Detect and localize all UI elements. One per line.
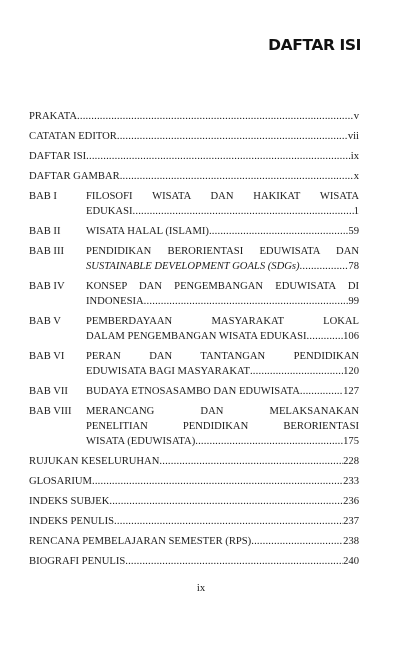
entry-label: DAFTAR ISI	[29, 151, 87, 162]
toc-entry-rps	[29, 535, 359, 548]
entry-page: 228	[343, 456, 359, 467]
chapter-title-line: PERAN DAN TANTANGAN PENDIDIKAN	[86, 351, 359, 362]
chapter-number: BAB VI	[29, 351, 65, 362]
entry-label: PRAKATA	[29, 111, 78, 122]
entry-page: 233	[343, 476, 359, 487]
dot-leader	[120, 170, 354, 183]
entry-page: 99	[348, 296, 359, 307]
dot-leader	[250, 365, 343, 378]
toc-entry-bab-1	[29, 190, 359, 218]
toc-entry-bab-2	[29, 225, 359, 238]
toc-entry-bab-8	[29, 405, 359, 448]
entry-label: INDEKS SUBJEK	[29, 496, 110, 507]
entry-label: RENCANA PEMBELAJARAN SEMESTER (RPS)	[29, 536, 252, 547]
entry-page: 238	[343, 536, 359, 547]
entry-label: CATATAN EDITOR	[29, 131, 117, 142]
toc-entry-bab-6	[29, 350, 359, 378]
toc-entry-daftar-isi	[29, 150, 359, 163]
entry-page: 1	[353, 206, 359, 217]
entry-label: DAFTAR GAMBAR	[29, 171, 120, 182]
toc-entry-bab-3	[29, 245, 359, 273]
dot-leader	[251, 535, 343, 548]
toc-entry-glosarium	[29, 475, 359, 488]
toc-entry-indeks-subjek	[29, 495, 359, 508]
toc-entry-catatan-editor	[29, 130, 359, 143]
entry-label: INDEKS PENULIS	[29, 516, 115, 527]
chapter-title-line: INDONESIA	[86, 296, 144, 307]
dot-leader	[114, 515, 343, 528]
toc-entry-daftar-gambar	[29, 170, 359, 183]
entry-page: v	[353, 111, 359, 122]
entry-page: 106	[343, 331, 359, 342]
entry-page: 120	[343, 366, 359, 377]
dot-leader	[77, 110, 354, 123]
toc-entry-biografi	[29, 555, 359, 568]
chapter-title-line: PENELITIAN PENDIDIKAN BERORIENTASI	[86, 421, 359, 432]
table-of-contents	[29, 110, 359, 568]
toc-entry-rujukan	[29, 455, 359, 468]
chapter-number: BAB VII	[29, 386, 68, 397]
dot-leader	[300, 385, 343, 398]
dot-leader	[300, 260, 349, 273]
dot-leader	[159, 455, 343, 468]
dot-leader	[109, 495, 343, 508]
chapter-title-line: PENDIDIKAN BERORIENTASI EDUWISATA DAN	[86, 246, 359, 257]
entry-page: ix	[350, 151, 359, 162]
toc-entry-bab-7	[29, 385, 359, 398]
chapter-title-line: KONSEP DAN PENGEMBANGAN EDUWISATA DI	[86, 281, 359, 292]
chapter-title-line: EDUWISATA BAGI MASYARAKAT	[86, 366, 250, 377]
entry-page: 237	[343, 516, 359, 527]
entry-page: 240	[343, 556, 359, 567]
chapter-number: BAB VIII	[29, 406, 72, 417]
entry-label: RUJUKAN KESELURUHAN	[29, 456, 160, 467]
page-title: DAFTAR ISI	[268, 36, 361, 54]
chapter-number: BAB I	[29, 191, 57, 202]
toc-entry-bab-4	[29, 280, 359, 308]
chapter-title-line: PEMBERDAYAAN MASYARAKAT LOKAL	[86, 316, 359, 327]
entry-page: 127	[343, 386, 359, 397]
entry-label: BIOGRAFI PENULIS	[29, 556, 126, 567]
entry-page: 78	[348, 261, 359, 272]
chapter-title-line: EDUKASI	[86, 206, 133, 217]
chapter-number: BAB II	[29, 226, 61, 237]
chapter-title-line: BUDAYA ETNOSASAMBO DAN EDUWISATA	[86, 386, 300, 397]
dot-leader	[144, 295, 349, 308]
toc-entry-indeks-penulis	[29, 515, 359, 528]
dot-leader	[117, 130, 348, 143]
dot-leader	[195, 435, 343, 448]
chapter-title-line: DALAM PENGEMBANGAN WISATA EDUKASI	[86, 331, 307, 342]
chapter-title-line: SUSTAINABLE DEVELOPMENT GOALS (SDGs)	[86, 261, 300, 272]
entry-page: 236	[343, 496, 359, 507]
dot-leader	[92, 475, 343, 488]
dot-leader	[307, 330, 344, 343]
entry-page: 175	[343, 436, 359, 447]
toc-entry-bab-5	[29, 315, 359, 343]
toc-entry-prakata	[29, 110, 359, 123]
dot-leader	[209, 225, 348, 238]
entry-page: 59	[348, 226, 359, 237]
chapter-number: BAB III	[29, 246, 65, 257]
chapter-title-line: WISATA HALAL (ISLAMI)	[86, 226, 209, 237]
chapter-number: BAB IV	[29, 281, 65, 292]
dot-leader	[86, 150, 351, 163]
chapter-title-line: MERANCANG DAN MELAKSANAKAN	[86, 406, 359, 417]
entry-page: vii	[347, 131, 359, 142]
chapter-title-line: WISATA (EDUWISATA)	[86, 436, 196, 447]
dot-leader	[133, 205, 354, 218]
entry-label: GLOSARIUM	[29, 476, 92, 487]
entry-page: x	[353, 171, 359, 182]
dot-leader	[125, 555, 343, 568]
page-number: ix	[196, 583, 206, 594]
chapter-title-line: FILOSOFI WISATA DAN HAKIKAT WISATA	[86, 191, 359, 202]
chapter-number: BAB V	[29, 316, 61, 327]
